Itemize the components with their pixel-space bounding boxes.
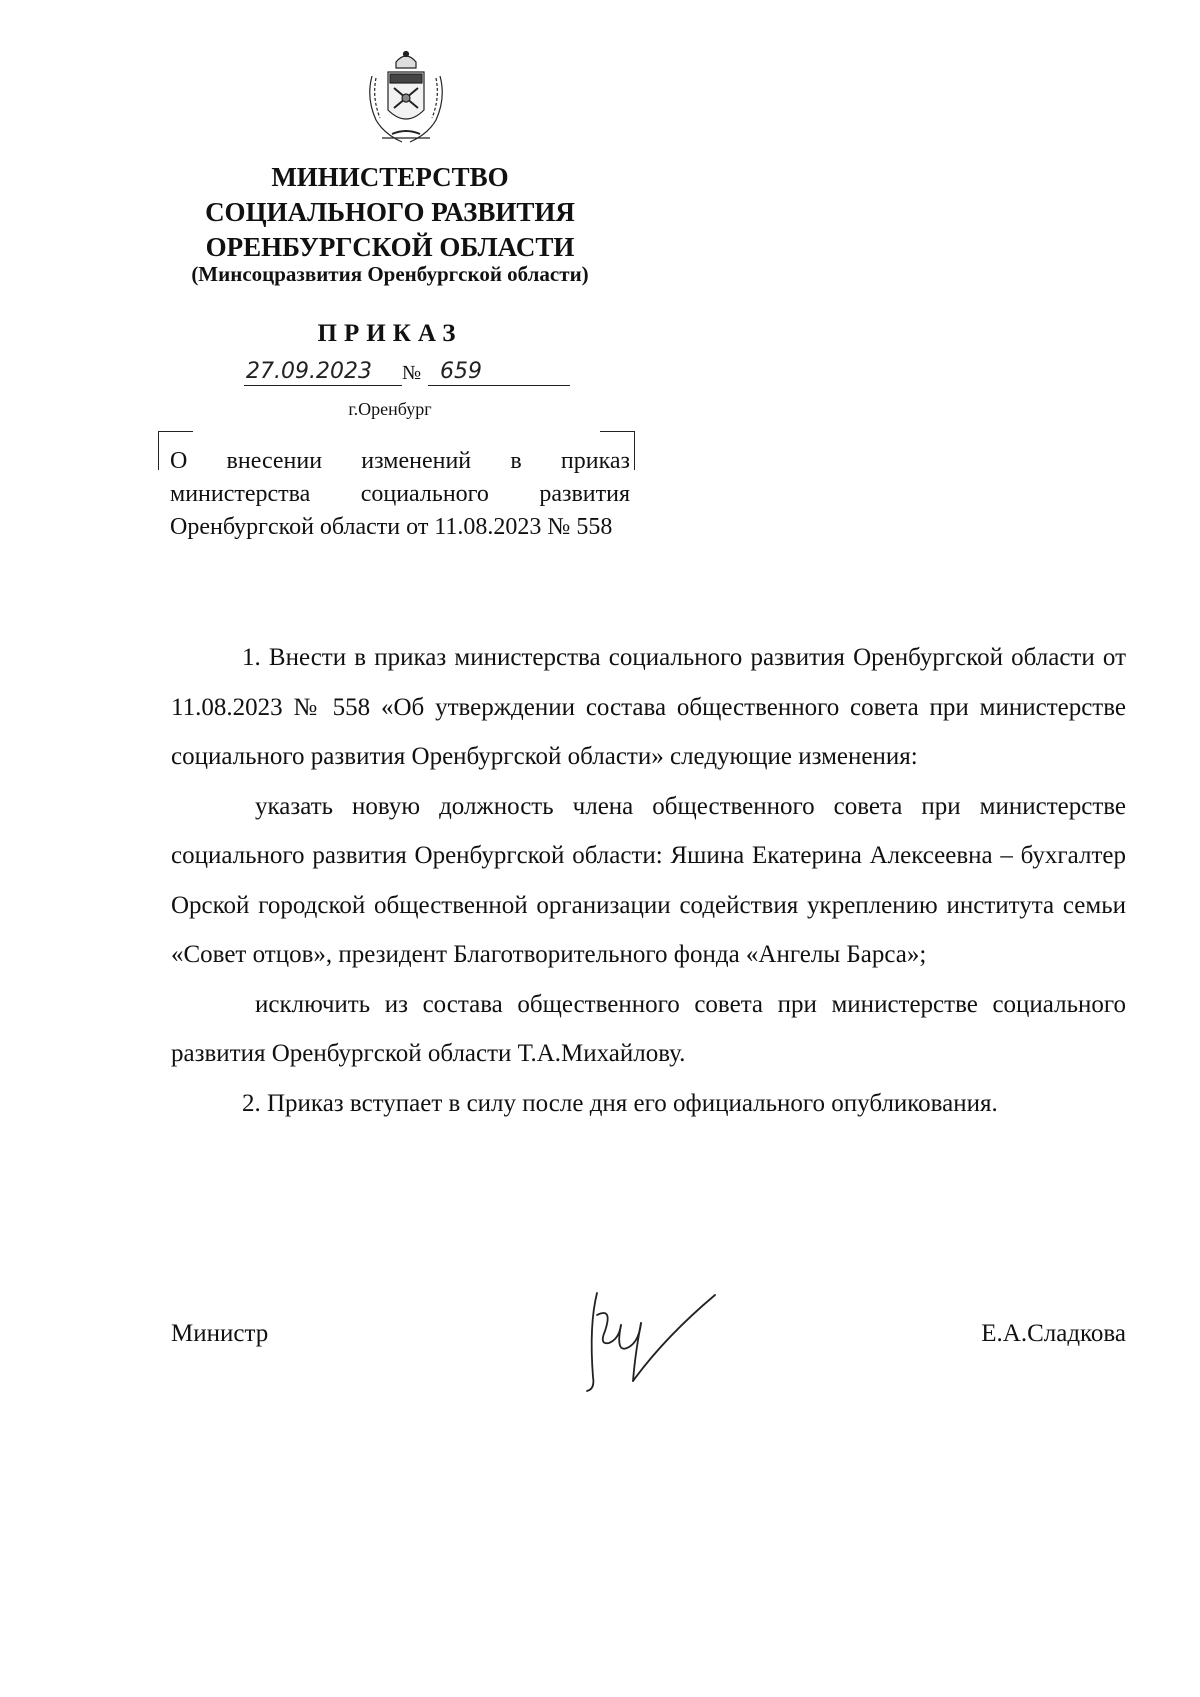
document-type: ПРИКАЗ: [317, 320, 463, 347]
body-paragraph: исключить из состава общественного совета при министерстве социального развития Оренбургской области Т.А.Михайлову.: [171, 990, 1126, 1067]
ministry-name-line-2: СОЦИАЛЬНОГО РАЗВИТИЯ: [205, 197, 575, 227]
ministry-name-line-1: МИНИСТЕРСТВО: [271, 162, 509, 192]
handwritten-signature: [575, 1285, 725, 1395]
signatory-title: Министр: [171, 1320, 269, 1347]
body-paragraph: 2. Приказ вступает в силу после дня его официального опубликования.: [242, 1089, 998, 1117]
ministry-name-line-3: ОРЕНБУРГСКОЙ ОБЛАСТИ: [205, 232, 575, 262]
order-body: [171, 633, 1126, 1128]
signatory-name: Е.А.Сладкова: [981, 1320, 1126, 1347]
ministry-short-name: (Минсоцразвития Оренбургской области): [191, 262, 589, 286]
body-paragraph: указать новую должность члена общественного совета при министерстве социального развития Оренбургской области: Яшина Екатерина Алексеевна – бухгалтер Орской городской общественной организации содействия укреплению института семьи «Совет отцов», президент Благотворительного фонда «Ангелы Барса»;: [171, 792, 1126, 968]
order-subject: О внесении изменений в приказ министерства социального развития Оренбургской области от 11.08.2023 № 558: [170, 448, 630, 540]
city: г.Оренбург: [348, 399, 432, 419]
ministry-name: [150, 160, 630, 265]
coat-of-arms-icon: [362, 48, 450, 148]
number-underline: [428, 385, 570, 386]
number-sign: №: [402, 362, 422, 384]
date-underline: [244, 385, 402, 386]
order-date: 27.09.2023: [246, 359, 372, 384]
order-number: 659: [440, 359, 482, 384]
body-paragraph: 1. Внести в приказ министерства социального развития Оренбургской области от 11.08.2023 № 558 «Об утверждении состава общественного совета при министерстве социального развития Оренбургской области» следующие изменения:: [171, 644, 1126, 770]
